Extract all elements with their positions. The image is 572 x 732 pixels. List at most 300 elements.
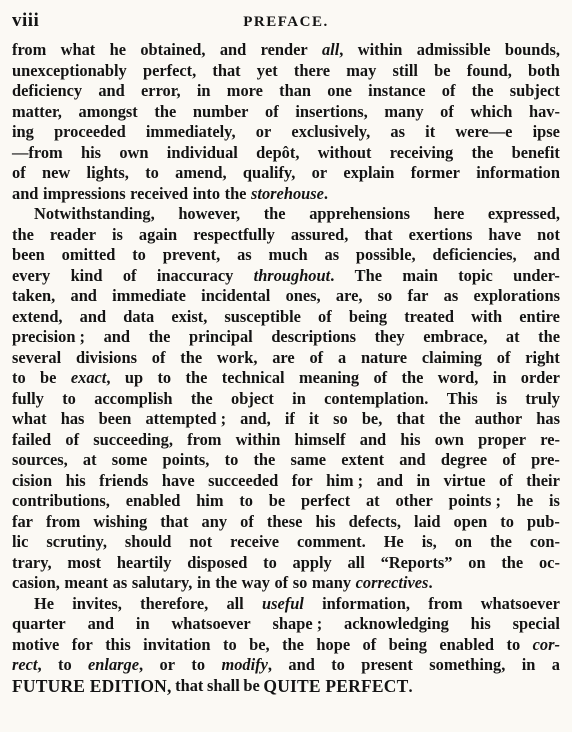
word-text: technical [221, 368, 285, 387]
word [425, 122, 435, 143]
word [263, 553, 277, 574]
word-text: respectfully [193, 224, 275, 244]
word-text: been [98, 409, 132, 428]
word-text: information, [322, 593, 410, 613]
word-text: at [365, 491, 380, 510]
text-line [12, 184, 560, 205]
word-text: as [390, 122, 405, 141]
word-text: he [109, 40, 126, 59]
word [295, 102, 367, 123]
word-text: of [265, 101, 279, 121]
word-text: other [395, 491, 433, 510]
word [40, 368, 56, 389]
italic-word: exact [70, 368, 107, 387]
word [50, 225, 96, 246]
word [470, 102, 512, 123]
word [264, 204, 286, 225]
word [34, 594, 54, 615]
word-text: depôt, [256, 142, 300, 162]
italic-word: all [321, 40, 340, 59]
word [488, 204, 560, 225]
word [537, 225, 560, 246]
word [110, 40, 126, 61]
word [187, 553, 247, 574]
word-text: so [333, 409, 348, 428]
word [402, 266, 438, 287]
word [12, 40, 46, 61]
word-text: it [425, 122, 436, 141]
word-text: hav- [528, 101, 560, 121]
word [522, 655, 536, 676]
word-text: to [263, 552, 277, 572]
word [384, 532, 404, 553]
word-text: proper [478, 429, 527, 449]
word [282, 635, 304, 656]
word [531, 450, 560, 471]
word [527, 512, 560, 533]
word-text: embrace, [423, 327, 488, 346]
word [189, 327, 253, 348]
word-text: of [122, 265, 137, 285]
running-head: PREFACE. [243, 14, 329, 30]
word [301, 491, 350, 512]
small-caps-phrase: QUITE PERFECT [263, 675, 409, 696]
word [197, 81, 211, 102]
word [226, 594, 243, 615]
word-text: instance [368, 81, 426, 100]
word [362, 409, 383, 430]
word-text: and [98, 81, 125, 100]
word-text: many [384, 101, 424, 121]
word [331, 655, 345, 676]
word [180, 348, 202, 369]
word [455, 122, 512, 143]
word [417, 40, 491, 61]
word [61, 409, 85, 430]
word-text: at [82, 450, 97, 469]
word [517, 491, 533, 512]
word-text: of [362, 634, 377, 654]
word-text: to [132, 245, 146, 264]
word [292, 471, 313, 492]
word-text: of [440, 101, 454, 121]
body-text [12, 40, 560, 697]
word-text: the [180, 347, 203, 367]
word-text: all [347, 552, 365, 572]
word [178, 204, 240, 225]
word-text: ipse [532, 122, 560, 141]
word-text: some [111, 450, 148, 469]
word [539, 553, 560, 574]
word-text: apprehensions [309, 204, 410, 223]
word-text: own [434, 429, 464, 449]
word [175, 676, 203, 698]
word-text: to [57, 655, 72, 674]
word [444, 286, 459, 307]
word-text: perfect [301, 491, 351, 510]
word [293, 553, 332, 574]
word-text: “Reports” [380, 552, 453, 572]
word-text: unexceptionably [12, 60, 127, 80]
page-header [12, 10, 560, 40]
word-text: his [65, 470, 86, 490]
word [496, 389, 507, 410]
word [411, 163, 460, 184]
word-text: the [263, 204, 286, 223]
word-text: amend, [175, 163, 227, 182]
word-text: been [12, 245, 45, 264]
word [295, 430, 346, 451]
word [171, 307, 207, 328]
word-text: many [311, 573, 352, 592]
word [488, 225, 521, 246]
word-text: to [12, 368, 26, 387]
word-text: information [476, 163, 560, 182]
word-text: omitted [61, 245, 116, 264]
word-text: is [548, 491, 560, 510]
word [318, 143, 372, 164]
italic-word: enlarge [88, 655, 140, 674]
word [193, 225, 275, 246]
word [71, 286, 97, 307]
word-text: of [373, 368, 388, 387]
word [471, 307, 502, 328]
word [262, 594, 304, 615]
word-text: of [496, 347, 511, 367]
word-text: again [138, 224, 178, 244]
word [318, 307, 332, 328]
word-text: succeeding, [93, 429, 173, 449]
word [399, 450, 425, 471]
word [230, 532, 279, 553]
text-line [12, 430, 560, 451]
word-text: the [401, 368, 424, 387]
word [521, 368, 560, 389]
text-line [12, 266, 560, 287]
italic-word: correctives [355, 573, 429, 592]
word [189, 532, 212, 553]
word-text: kind [70, 265, 103, 285]
word [12, 163, 26, 184]
word [171, 614, 250, 635]
word-text: a [337, 347, 347, 367]
word [140, 40, 205, 61]
word-text: here [433, 204, 465, 223]
word [12, 225, 34, 246]
word-text: what [60, 40, 96, 59]
word-text: and [79, 306, 107, 326]
word [299, 368, 359, 389]
word-text: without [317, 142, 372, 162]
text-line [12, 102, 560, 123]
word [481, 594, 560, 615]
word-text: apply [292, 552, 332, 572]
word [212, 61, 240, 82]
word [377, 471, 403, 492]
word [201, 286, 270, 307]
word-text: . [408, 676, 413, 696]
word-text: their [526, 470, 560, 490]
word-text: claiming [421, 347, 482, 367]
text-line [12, 81, 560, 102]
word [12, 573, 60, 594]
word-text: and [12, 183, 39, 203]
text-line [12, 635, 560, 656]
word [506, 327, 520, 348]
word [202, 512, 228, 533]
word-text: from [187, 429, 222, 449]
word [145, 409, 226, 430]
word [87, 163, 129, 184]
word-text: oc- [538, 552, 560, 572]
word-text: the [471, 142, 494, 162]
word-text: contributions, [12, 491, 110, 510]
word-text: open [453, 511, 488, 531]
word [501, 553, 523, 574]
word-text: expressed, [487, 204, 560, 223]
word-text: to [500, 511, 514, 531]
word [324, 389, 428, 410]
word-text: immediate [112, 286, 186, 305]
word [157, 368, 171, 389]
word [12, 327, 85, 348]
word [316, 635, 350, 656]
word-text: extend, [12, 306, 63, 326]
word-text: meaning [298, 368, 360, 387]
word-text: of [441, 81, 456, 100]
word-text: the [538, 327, 560, 346]
word [361, 655, 413, 676]
word [193, 184, 220, 205]
text-line [12, 61, 560, 82]
word [143, 61, 196, 82]
word [207, 676, 240, 698]
word-text: it [308, 409, 319, 428]
word-text: same [290, 450, 327, 469]
word [12, 553, 52, 574]
word-text: , [106, 368, 111, 387]
word-text: to [145, 163, 159, 182]
word-text: error, [141, 81, 181, 100]
word-text: his [470, 614, 491, 633]
word-text: for [71, 634, 93, 654]
word-text: that [175, 675, 204, 695]
word-text: of [502, 450, 516, 469]
word [12, 512, 33, 533]
word [12, 266, 50, 287]
italic-word: cor- [532, 634, 560, 654]
text-line [12, 532, 560, 553]
text-line [12, 553, 560, 574]
word [439, 409, 461, 430]
word-text: be [268, 491, 286, 510]
word-text: susceptible [224, 306, 301, 326]
word [208, 471, 278, 492]
word-text: subject [509, 81, 560, 100]
word-text: of [309, 347, 324, 367]
word [447, 389, 478, 410]
text-line [12, 204, 560, 225]
word-text: pub- [527, 511, 560, 531]
word-text: into [192, 183, 221, 203]
word-text: reader [49, 224, 96, 244]
word [71, 368, 111, 389]
word [292, 389, 306, 410]
word [500, 512, 514, 533]
word [422, 532, 437, 553]
word-text: as [237, 245, 252, 264]
word [422, 348, 482, 369]
word [333, 409, 348, 430]
word [215, 573, 237, 594]
small-caps-phrase: FUTURE EDITION, [12, 675, 172, 696]
word-text: they [374, 327, 405, 346]
word [536, 409, 560, 430]
word-text: exertions [408, 224, 473, 244]
italic-word: rect [12, 655, 38, 674]
word-text: and [103, 327, 130, 346]
word-text: He [383, 532, 404, 551]
word-text: may [346, 60, 377, 80]
word [309, 204, 410, 225]
word [249, 635, 270, 656]
word-text: so [292, 573, 308, 592]
word [285, 409, 295, 430]
word [475, 409, 522, 430]
word [257, 61, 278, 82]
word-text: former [410, 163, 460, 182]
word-text: and [219, 40, 247, 59]
word [163, 245, 221, 266]
word-text: , [139, 655, 144, 674]
word-text: to [331, 655, 345, 674]
word [146, 122, 236, 143]
paragraph [12, 594, 560, 698]
word [83, 450, 97, 471]
word-text: that [364, 224, 393, 244]
word-text: descriptions [271, 327, 357, 346]
word [225, 450, 239, 471]
word-text: ones, [285, 286, 321, 305]
word [167, 143, 238, 164]
word-text: far [12, 511, 33, 531]
word [12, 676, 172, 698]
word-text: fully [12, 388, 44, 408]
word [361, 348, 407, 369]
word-text: the [438, 409, 461, 428]
word-text: that [160, 511, 189, 531]
word-text: if [284, 409, 295, 428]
word [440, 102, 454, 123]
word-text: way [241, 573, 270, 592]
word-text: are, [335, 286, 363, 305]
text-line [12, 245, 560, 266]
word [291, 122, 370, 143]
word [224, 307, 301, 328]
word [130, 184, 188, 205]
word [390, 122, 405, 143]
word-text: comment. [296, 532, 366, 551]
word [12, 491, 110, 512]
word-text: the [154, 101, 177, 121]
word-text: quarter [12, 614, 66, 633]
word [505, 40, 560, 61]
word-text: the [471, 81, 494, 100]
word [65, 430, 79, 451]
text-line [12, 143, 560, 164]
word [439, 635, 494, 656]
word-text: invitation [143, 634, 211, 654]
word [327, 81, 352, 102]
word [502, 450, 516, 471]
page-number: viii [12, 10, 40, 31]
word [223, 635, 237, 656]
text-line [12, 286, 560, 307]
word [12, 81, 82, 102]
word-text: yet [256, 60, 278, 80]
word [497, 348, 511, 369]
word-text: from [12, 40, 47, 59]
word [222, 368, 285, 389]
word [267, 512, 303, 533]
word-text: the [148, 327, 171, 346]
word [263, 676, 412, 698]
word-text: precision ; [12, 327, 85, 346]
word-text: of [318, 306, 332, 326]
word-text: . [323, 183, 329, 203]
word-text: as [324, 245, 340, 264]
word [64, 573, 108, 594]
word-text: cision [12, 470, 53, 490]
word-text: amongst [78, 101, 138, 121]
word-text: is [496, 388, 507, 408]
word-text: the [185, 368, 208, 387]
word-text: receive [230, 532, 279, 551]
word-text: to [157, 368, 172, 387]
word [136, 614, 150, 635]
word-text: or [159, 655, 176, 674]
word-text: one [327, 81, 352, 100]
word [389, 635, 427, 656]
word-text: lic [12, 532, 29, 551]
word-text: as [112, 573, 128, 592]
word [152, 348, 166, 369]
word-text: received [130, 183, 189, 203]
word-text: matter, [12, 101, 62, 121]
word [239, 491, 253, 512]
word [67, 553, 101, 574]
word [291, 225, 349, 246]
word [326, 471, 363, 492]
word-text: from [428, 593, 463, 613]
word [123, 266, 137, 287]
word [94, 389, 172, 410]
word-text: perfect, [142, 60, 197, 80]
word [61, 40, 96, 61]
word [525, 348, 560, 369]
italic-word: throughout [253, 265, 331, 285]
word [381, 553, 453, 574]
word-text: these [266, 511, 303, 531]
word-text: in [292, 388, 306, 408]
word [392, 61, 418, 82]
word-text: what [12, 409, 47, 428]
word-text: to [223, 634, 237, 654]
word-text: however, [178, 204, 241, 223]
word-text: several [12, 347, 62, 367]
word-text: principal [188, 327, 253, 346]
word [12, 409, 47, 430]
